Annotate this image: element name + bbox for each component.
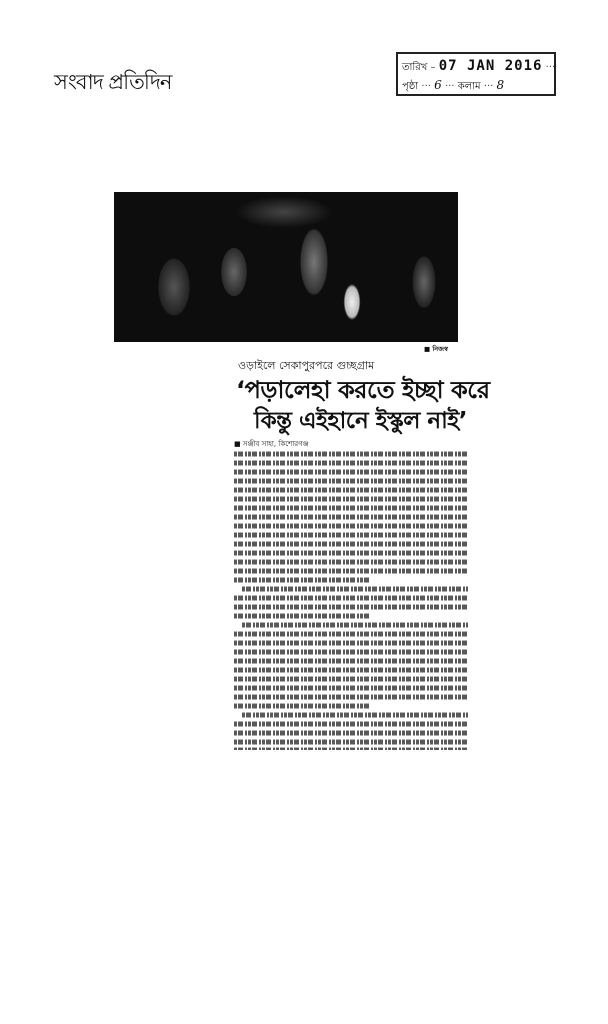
article-headline-line2: কিন্তু এইহানে ইস্কুল নাই’ bbox=[254, 408, 467, 434]
stamp-date-label: তারিখ bbox=[402, 62, 428, 73]
article-byline: ■ সঞ্জীব সাহা, কিশোরগঞ্জ bbox=[234, 440, 309, 448]
newspaper-masthead: সংবাদ প্রতিদিন bbox=[54, 70, 172, 94]
stamp-date-value: 07 JAN 2016 bbox=[438, 58, 543, 74]
photo-credit: ■ নিজস্ব bbox=[424, 345, 448, 353]
clipping-stamp bbox=[396, 52, 556, 96]
stamp-page-label: পৃষ্ঠা bbox=[402, 81, 419, 92]
stamp-page-value: 6 bbox=[434, 78, 442, 92]
article-kicker: ওড়াইলে সেকাপুরপরে গুচ্ছগ্রাম bbox=[238, 359, 375, 372]
stamp-column-value: 8 bbox=[496, 78, 505, 92]
stamp-page-row: পৃষ্ঠা ··· 6 ··· কলাম ··· 8 bbox=[402, 78, 505, 92]
article-headline-line1: ‘পড়ালেহা করতে ইচ্ছা করে bbox=[236, 376, 490, 404]
news-photo bbox=[114, 192, 458, 342]
stamp-column-label: কলাম bbox=[457, 81, 481, 92]
article-body bbox=[234, 450, 468, 750]
stamp-date-row: তারিখ – 07 JAN 2016 ··· bbox=[402, 58, 556, 74]
